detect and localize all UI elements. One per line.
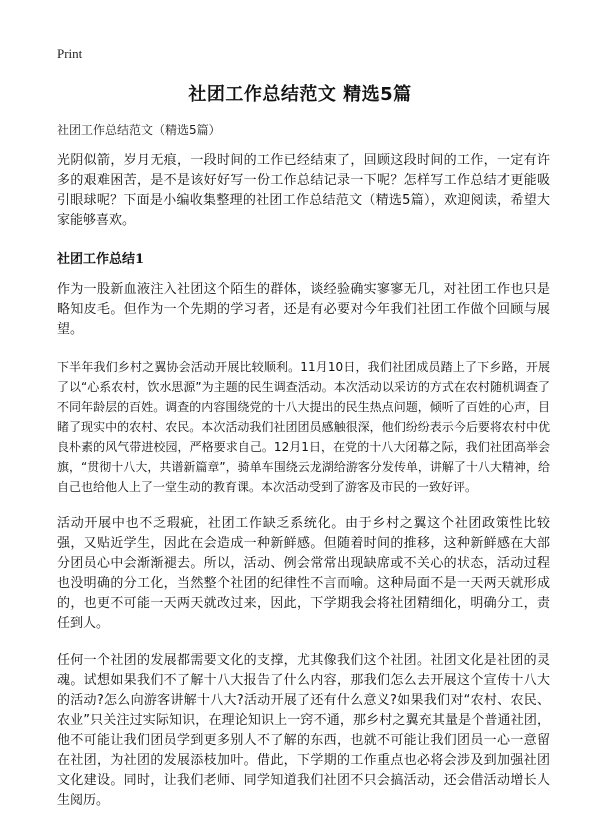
body-paragraph-1: 作为一股新血液注入社团这个陌生的群体，谈经验确实寥寥无几，对社团工作也只是略知皮毛。但作为一个先期的学习者，还是有必要对今年我们社团工作做个回顾与展望。 [57, 282, 550, 337]
intro-paragraph: 光阴似箭，岁月无痕，一段时间的工作已经结束了，回顾这段时间的工作，一定有许多的艰难困苦，是不是该好好写一份工作总结记录一下呢？怎样写工作总结才更能吸引眼球呢？下面是小编收集整理的社团工作总结范文（精选5篇），欢迎阅读，希望大家能够喜欢。 [57, 153, 550, 228]
print-link[interactable]: Print [57, 46, 83, 61]
body-paragraph-3: 活动开展中也不乏瑕疵，社团工作缺乏系统化。由于乡村之翼这个社团政策性比较强，又贴近学生，因此在会造成一种新鲜感。但随着时间的推移，这种新鲜感在大部分团员心中会渐渐褪去。所以，活动、例会常常出现缺席或不关心的状态，活动过程也没明确的分工化，当然整个社团的纪律性不言而喻。这种局面不是一天两天就形成的，也更不可能一天两天就改过来，因此，下学期我会将社团精细化，明确分工，责任到人。 [57, 516, 550, 631]
article-body [57, 151, 550, 828]
body-paragraph-2: 下半年我们乡村之翼协会活动开展比较顺利。11月10日，我们社团成员踏上了下乡路，开展了以“心系农村，饮水思源”为主题的民生调查活动。本次活动以采访的方式在农村随机调查了不同年龄层的百姓。调查的内容围绕党的十八大提出的民生热点问题，倾听了百姓的心声，目睹了现实中的农村、农民。本次活动我们社团团员感触很深，他们纷纷表示今后要将农村中优良朴素的风气带进校园，严格要求自己。12月1日，在党的十八大闭幕之际，我们社团高举会旗，“贯彻十八大，共谱新篇章”，骑单车围绕云龙湖给游客分发传单，讲解了十八大精神，给自己也给他人上了一堂生动的教育课。本次活动受到了游客及市民的一致好评。 [57, 360, 550, 494]
section-heading: 社团工作总结1 [57, 252, 145, 267]
page-subtitle: 社团工作总结范文（精选5篇） [57, 123, 221, 137]
body-paragraph-4: 任何一个社团的发展都需要文化的支撑，尤其像我们这个社团。社团文化是社团的灵魂。试想如果我们不了解十八大报告了什么内容，那我们怎么去开展这个宣传十八大的活动?怎么向游客讲解十八大?活动开展了还有什么意义?如果我们对“农村、农民、农业”只关注过实际知识，在理论知识上一窍不通，那乡村之翼充其量是个普通社团，他不可能让我们团员学到更多别人不了解的东西，也就不可能让我们团员一心一意留在社团，为社团的发展添枝加叶。借此，下学期的工作重点也必将会涉及到加强社团文化建设。同时，让我们老师、同学知道我们社团不只会搞活动，还会借活动增长人生阅历。 [57, 653, 550, 808]
page-title: 社团工作总结范文 精选5篇 [188, 84, 412, 105]
